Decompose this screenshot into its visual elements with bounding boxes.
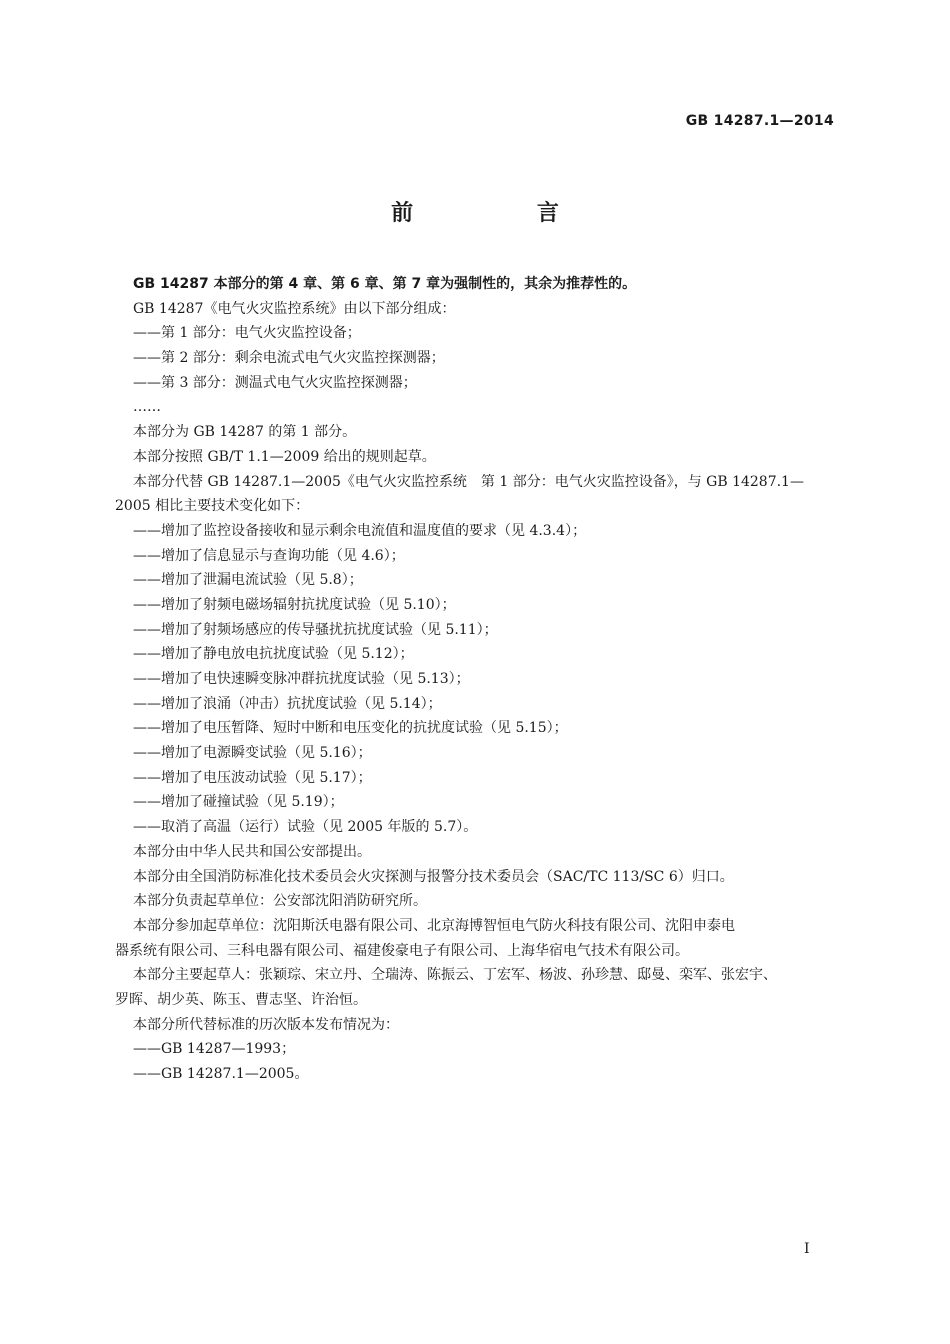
page-title: 前 言 — [391, 201, 617, 226]
paragraph-line: ——第 3 部分：测温式电气火灾监控探测器； — [133, 374, 417, 391]
paragraph-line: 罗晖、胡少英、陈玉、曹志坚、许治恒。 — [115, 991, 367, 1008]
paragraph-line: ——增加了静电放电抗扰度试验（见 5.12）； — [133, 646, 414, 663]
paragraph-line: ——取消了高温（运行）试验（见 2005 年版的 5.7）。 — [133, 819, 478, 836]
paragraph-line: 本部分所代替标准的历次版本发布情况为： — [133, 1016, 399, 1033]
paragraph-line: …… — [133, 399, 161, 416]
paragraph-line: 本部分参加起草单位：沈阳斯沃电器有限公司、北京海博智恒电气防火科技有限公司、沈阳申泰电 — [133, 917, 735, 934]
paragraph-line: ——增加了射频电磁场辐射抗扰度试验（见 5.10）； — [133, 596, 456, 613]
paragraph-line: 本部分按照 GB/T 1.1—2009 给出的规则起草。 — [133, 448, 436, 465]
paragraph-line: GB 14287 本部分的第 4 章、第 6 章、第 7 章为强制性的，其余为推荐性的。 — [133, 276, 637, 292]
paragraph-line: GB 14287《电气火灾监控系统》由以下部分组成： — [133, 300, 456, 317]
paragraph-line: 2005 相比主要技术变化如下： — [115, 498, 310, 515]
paragraph-line: 器系统有限公司、三科电器有限公司、福建俊豪电子有限公司、上海华宿电气技术有限公司。 — [115, 942, 689, 959]
paragraph-line: 本部分为 GB 14287 的第 1 部分。 — [133, 424, 357, 441]
paragraph-line: ——增加了泄漏电流试验（见 5.8）； — [133, 572, 363, 589]
paragraph-line: ——GB 14287.1—2005。 — [133, 1066, 309, 1082]
paragraph-line: ——增加了浪涌（冲击）抗扰度试验（见 5.14）； — [133, 695, 442, 712]
paragraph-line: 本部分由中华人民共和国公安部提出。 — [133, 843, 371, 860]
paragraph-line: ——增加了监控设备接收和显示剩余电流值和温度值的要求（见 4.3.4）； — [133, 522, 587, 539]
paragraph-line: ——增加了电快速瞬变脉冲群抗扰度试验（见 5.13）； — [133, 671, 470, 687]
paragraph-line: 本部分由全国消防标准化技术委员会火灾探测与报警分技术委员会（SAC/TC 113/SC 6）归口。 — [133, 868, 734, 885]
document-id: GB 14287.1—2014 — [685, 113, 834, 129]
paragraph-line: ——增加了射频场感应的传导骚扰抗扰度试验（见 5.11）； — [133, 621, 498, 638]
paragraph-line: ——增加了电压暂降、短时中断和电压变化的抗扰度试验（见 5.15）； — [133, 720, 568, 737]
foreword-body — [115, 272, 840, 1087]
paragraph-line: ——第 1 部分：电气火灾监控设备； — [133, 325, 361, 342]
paragraph-line: ——增加了电压波动试验（见 5.17）； — [133, 769, 372, 786]
paragraph-line: 本部分负责起草单位：公安部沈阳消防研究所。 — [133, 893, 427, 910]
paragraph-line: ——增加了信息显示与查询功能（见 4.6）； — [133, 547, 405, 564]
page-number: I — [804, 1241, 810, 1257]
paragraph-line: 本部分主要起草人：张颖琮、宋立丹、仝瑞涛、陈振云、丁宏军、杨波、孙珍慧、邸曼、栾军、张宏宇、 — [133, 967, 777, 984]
paragraph-line: ——增加了电源瞬变试验（见 5.16）； — [133, 745, 372, 762]
paragraph-line: ——GB 14287—1993； — [133, 1041, 296, 1058]
paragraph-line: 本部分代替 GB 14287.1—2005《电气火灾监控系统 第 1 部分：电气火灾监控设备》，与 GB 14287.1— — [133, 473, 804, 490]
paragraph-line: ——增加了碰撞试验（见 5.19）； — [133, 794, 344, 811]
paragraph-line: ——第 2 部分：剩余电流式电气火灾监控探测器； — [133, 350, 445, 367]
